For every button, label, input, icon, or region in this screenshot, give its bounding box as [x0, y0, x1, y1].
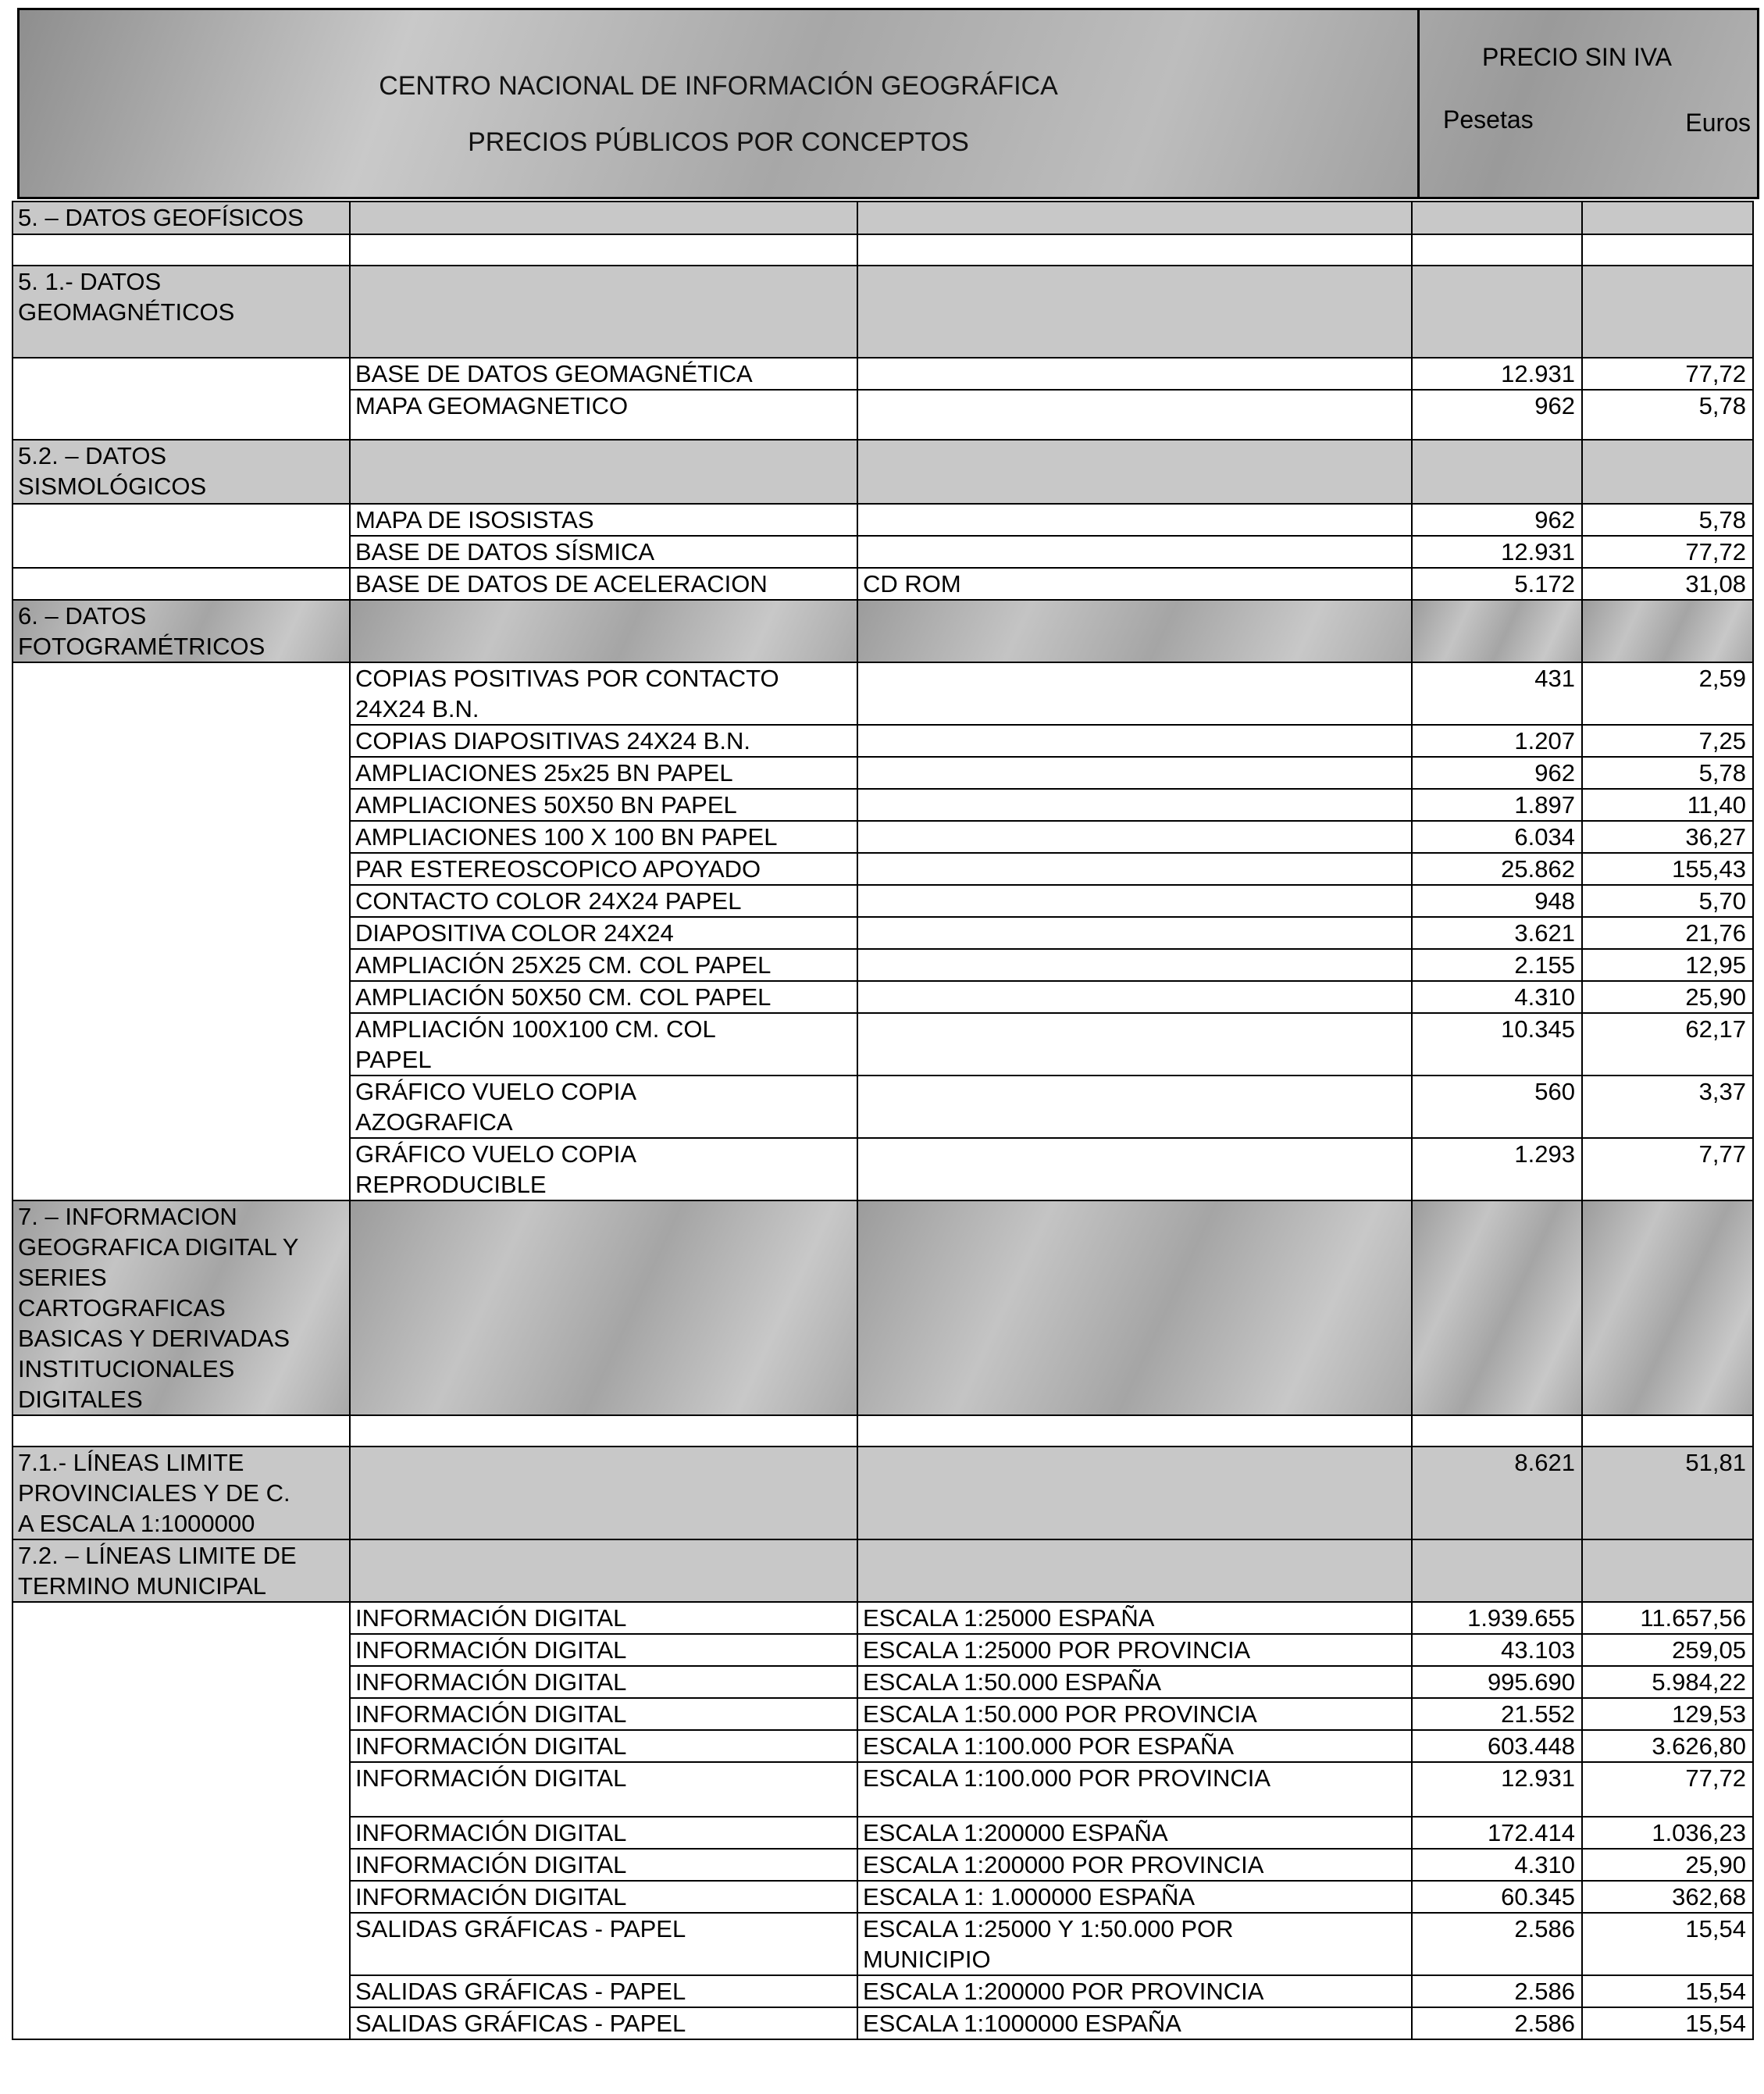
euros-cell: 5,78	[1582, 390, 1753, 440]
table-row	[12, 1602, 1753, 1634]
detail-cell: ESCALA 1:50.000 POR PROVINCIA	[857, 1698, 1412, 1730]
pesetas-cell: 10.345	[1412, 1013, 1582, 1076]
detail-cell: ESCALA 1:100.000 POR ESPAÑA	[857, 1730, 1412, 1762]
pesetas-cell: 962	[1412, 757, 1582, 789]
detail-cell	[857, 789, 1412, 821]
concept-cell: INFORMACIÓN DIGITAL	[350, 1602, 857, 1634]
concept-cell: AMPLIACIONES 100 X 100 BN PAPEL	[350, 821, 857, 853]
concept-cell: BASE DE DATOS DE ACELERACION	[350, 568, 857, 600]
euros-cell: 3,37	[1582, 1076, 1753, 1138]
detail-cell: ESCALA 1:25000 ESPAÑA	[857, 1602, 1412, 1634]
concept-cell: SALIDAS GRÁFICAS - PAPEL	[350, 1913, 857, 1975]
pesetas-cell: 4.310	[1412, 981, 1582, 1013]
detail-cell	[857, 662, 1412, 725]
concept-cell: AMPLIACIONES 25x25 BN PAPEL	[350, 757, 857, 789]
detail-cell: ESCALA 1:25000 Y 1:50.000 POR MUNICIPIO	[857, 1913, 1412, 1975]
section-row	[12, 1447, 1753, 1539]
concept-cell: SALIDAS GRÁFICAS - PAPEL	[350, 1975, 857, 2007]
table-row	[12, 358, 1753, 390]
pesetas-cell: 1.939.655	[1412, 1602, 1582, 1634]
detail-cell	[857, 504, 1412, 536]
euros-cell: 15,54	[1582, 1975, 1753, 2007]
concept-cell: CONTACTO COLOR 24X24 PAPEL	[350, 885, 857, 917]
euros-cell: 3.626,80	[1582, 1730, 1753, 1762]
detail-cell: ESCALA 1:1000000 ESPAÑA	[857, 2007, 1412, 2039]
detail-cell: ESCALA 1:25000 POR PROVINCIA	[857, 1634, 1412, 1666]
detail-cell	[857, 536, 1412, 568]
detail-cell	[857, 1076, 1412, 1138]
price-table	[12, 201, 1754, 2040]
euros-cell: 1.036,23	[1582, 1817, 1753, 1849]
euros-cell: 25,90	[1582, 981, 1753, 1013]
euros-cell: 259,05	[1582, 1634, 1753, 1666]
concept-cell: SALIDAS GRÁFICAS - PAPEL	[350, 2007, 857, 2039]
spacer-row	[12, 234, 1753, 266]
pesetas-cell: 3.621	[1412, 917, 1582, 949]
concept-cell: INFORMACIÓN DIGITAL	[350, 1849, 857, 1881]
detail-cell: ESCALA 1:50.000 ESPAÑA	[857, 1666, 1412, 1698]
pesetas-cell: 5.172	[1412, 568, 1582, 600]
detail-cell: ESCALA 1:200000 ESPAÑA	[857, 1817, 1412, 1849]
concept-cell: GRÁFICO VUELO COPIA AZOGRAFICA	[350, 1076, 857, 1138]
page-title: CENTRO NACIONAL DE INFORMACIÓN GEOGRÁFICA	[379, 71, 1058, 101]
concept-cell: INFORMACIÓN DIGITAL	[350, 1762, 857, 1817]
pesetas-cell: 172.414	[1412, 1817, 1582, 1849]
section-row	[12, 600, 1753, 662]
pesetas-cell: 1.207	[1412, 725, 1582, 757]
euros-cell: 36,27	[1582, 821, 1753, 853]
table-row	[12, 504, 1753, 536]
concept-cell: DIAPOSITIVA COLOR 24X24	[350, 917, 857, 949]
pesetas-cell: 1.897	[1412, 789, 1582, 821]
euros-cell: 11,40	[1582, 789, 1753, 821]
pesetas-cell: 431	[1412, 662, 1582, 725]
euros-cell: 77,72	[1582, 358, 1753, 390]
section-title: 6. – DATOS FOTOGRAMÉTRICOS	[12, 600, 350, 662]
concept-cell: GRÁFICO VUELO COPIA REPRODUCIBLE	[350, 1138, 857, 1200]
detail-cell	[857, 949, 1412, 981]
euros-cell: 129,53	[1582, 1698, 1753, 1730]
detail-cell	[857, 1013, 1412, 1076]
pesetas-cell: 995.690	[1412, 1666, 1582, 1698]
pesetas-cell: 1.293	[1412, 1138, 1582, 1200]
concept-cell: INFORMACIÓN DIGITAL	[350, 1730, 857, 1762]
euros-cell: 25,90	[1582, 1849, 1753, 1881]
detail-cell	[857, 821, 1412, 853]
euros-cell: 31,08	[1582, 568, 1753, 600]
section-title: 5.2. – DATOS SISMOLÓGICOS	[12, 440, 350, 504]
euros-cell: 7,77	[1582, 1138, 1753, 1200]
pesetas-cell: 2.586	[1412, 1913, 1582, 1975]
concept-cell: AMPLIACIÓN 25X25 CM. COL PAPEL	[350, 949, 857, 981]
concept-cell: AMPLIACIÓN 100X100 CM. COL PAPEL	[350, 1013, 857, 1076]
detail-cell: CD ROM	[857, 568, 1412, 600]
concept-cell: INFORMACIÓN DIGITAL	[350, 1634, 857, 1666]
concept-cell: COPIAS POSITIVAS POR CONTACTO 24X24 B.N.	[350, 662, 857, 725]
section-row	[12, 266, 1753, 358]
detail-cell	[857, 981, 1412, 1013]
pesetas-cell: 962	[1412, 390, 1582, 440]
detail-cell: ESCALA 1: 1.000000 ESPAÑA	[857, 1881, 1412, 1913]
section-title: 7.1.- LÍNEAS LIMITE PROVINCIALES Y DE C. A ESCALA 1:1000000	[12, 1447, 350, 1539]
pesetas-cell: 6.034	[1412, 821, 1582, 853]
pesetas-cell: 603.448	[1412, 1730, 1582, 1762]
concept-cell: MAPA GEOMAGNETICO	[350, 390, 857, 440]
concept-cell: INFORMACIÓN DIGITAL	[350, 1666, 857, 1698]
euros-cell: 7,25	[1582, 725, 1753, 757]
pesetas-cell: 2.586	[1412, 1975, 1582, 2007]
section-title: 5. 1.- DATOS GEOMAGNÉTICOS	[12, 266, 350, 358]
euros-cell: 51,81	[1582, 1447, 1753, 1539]
section-row	[12, 202, 1753, 234]
pesetas-cell: 8.621	[1412, 1447, 1582, 1539]
detail-cell	[857, 358, 1412, 390]
column-head-euros: Euros	[1685, 109, 1751, 137]
section-title: 5. – DATOS GEOFÍSICOS	[12, 202, 350, 234]
pesetas-cell: 60.345	[1412, 1881, 1582, 1913]
euros-cell: 362,68	[1582, 1881, 1753, 1913]
euros-cell: 5.984,22	[1582, 1666, 1753, 1698]
detail-cell	[857, 917, 1412, 949]
price-heading: PRECIO SIN IVA	[1482, 43, 1673, 71]
pesetas-cell: 2.586	[1412, 2007, 1582, 2039]
euros-cell: 62,17	[1582, 1013, 1753, 1076]
concept-cell: INFORMACIÓN DIGITAL	[350, 1817, 857, 1849]
euros-cell: 21,76	[1582, 917, 1753, 949]
section-row	[12, 1539, 1753, 1602]
detail-cell	[857, 885, 1412, 917]
table-header-banner	[17, 8, 1759, 199]
concept-cell: COPIAS DIAPOSITIVAS 24X24 B.N.	[350, 725, 857, 757]
euros-cell: 77,72	[1582, 536, 1753, 568]
concept-cell: AMPLIACIONES 50X50 BN PAPEL	[350, 789, 857, 821]
pesetas-cell: 12.931	[1412, 358, 1582, 390]
pesetas-cell: 560	[1412, 1076, 1582, 1138]
concept-cell: BASE DE DATOS GEOMAGNÉTICA	[350, 358, 857, 390]
euros-cell: 155,43	[1582, 853, 1753, 885]
detail-cell	[857, 757, 1412, 789]
concept-cell: INFORMACIÓN DIGITAL	[350, 1698, 857, 1730]
section-row	[12, 440, 1753, 504]
detail-cell	[857, 725, 1412, 757]
detail-cell	[857, 853, 1412, 885]
section-row	[12, 1200, 1753, 1415]
concept-cell: INFORMACIÓN DIGITAL	[350, 1881, 857, 1913]
euros-cell: 15,54	[1582, 1913, 1753, 1975]
euros-cell: 2,59	[1582, 662, 1753, 725]
euros-cell: 11.657,56	[1582, 1602, 1753, 1634]
section-title: 7.2. – LÍNEAS LIMITE DE TERMINO MUNICIPAL	[12, 1539, 350, 1602]
table-row	[12, 568, 1753, 600]
pesetas-cell: 21.552	[1412, 1698, 1582, 1730]
page-subtitle: PRECIOS PÚBLICOS POR CONCEPTOS	[468, 127, 969, 157]
euros-cell: 77,72	[1582, 1762, 1753, 1817]
spacer-row	[12, 1415, 1753, 1447]
pesetas-cell: 2.155	[1412, 949, 1582, 981]
concept-cell: BASE DE DATOS SÍSMICA	[350, 536, 857, 568]
price-heading-block	[1420, 10, 1757, 197]
pesetas-cell: 43.103	[1412, 1634, 1582, 1666]
euros-cell: 12,95	[1582, 949, 1753, 981]
detail-cell	[857, 1138, 1412, 1200]
pesetas-cell: 12.931	[1412, 536, 1582, 568]
pesetas-cell: 25.862	[1412, 853, 1582, 885]
column-head-pesetas: Pesetas	[1443, 105, 1534, 134]
detail-cell: ESCALA 1:100.000 POR PROVINCIA	[857, 1762, 1412, 1817]
detail-cell: ESCALA 1:200000 POR PROVINCIA	[857, 1975, 1412, 2007]
euros-cell: 5,78	[1582, 504, 1753, 536]
pesetas-cell: 4.310	[1412, 1849, 1582, 1881]
concept-cell: AMPLIACIÓN 50X50 CM. COL PAPEL	[350, 981, 857, 1013]
pesetas-cell: 948	[1412, 885, 1582, 917]
concept-cell: MAPA DE ISOSISTAS	[350, 504, 857, 536]
pesetas-cell: 12.931	[1412, 1762, 1582, 1817]
table-row	[12, 662, 1753, 725]
euros-cell: 5,70	[1582, 885, 1753, 917]
detail-cell	[857, 390, 1412, 440]
detail-cell: ESCALA 1:200000 POR PROVINCIA	[857, 1849, 1412, 1881]
concept-cell: PAR ESTEREOSCOPICO APOYADO	[350, 853, 857, 885]
euros-cell: 5,78	[1582, 757, 1753, 789]
section-title: 7. – INFORMACION GEOGRAFICA DIGITAL Y SERIES CARTOGRAFICAS BASICAS Y DERIVADAS INSTITUCIONALES DIGITALES	[12, 1200, 350, 1415]
euros-cell: 15,54	[1582, 2007, 1753, 2039]
pesetas-cell: 962	[1412, 504, 1582, 536]
